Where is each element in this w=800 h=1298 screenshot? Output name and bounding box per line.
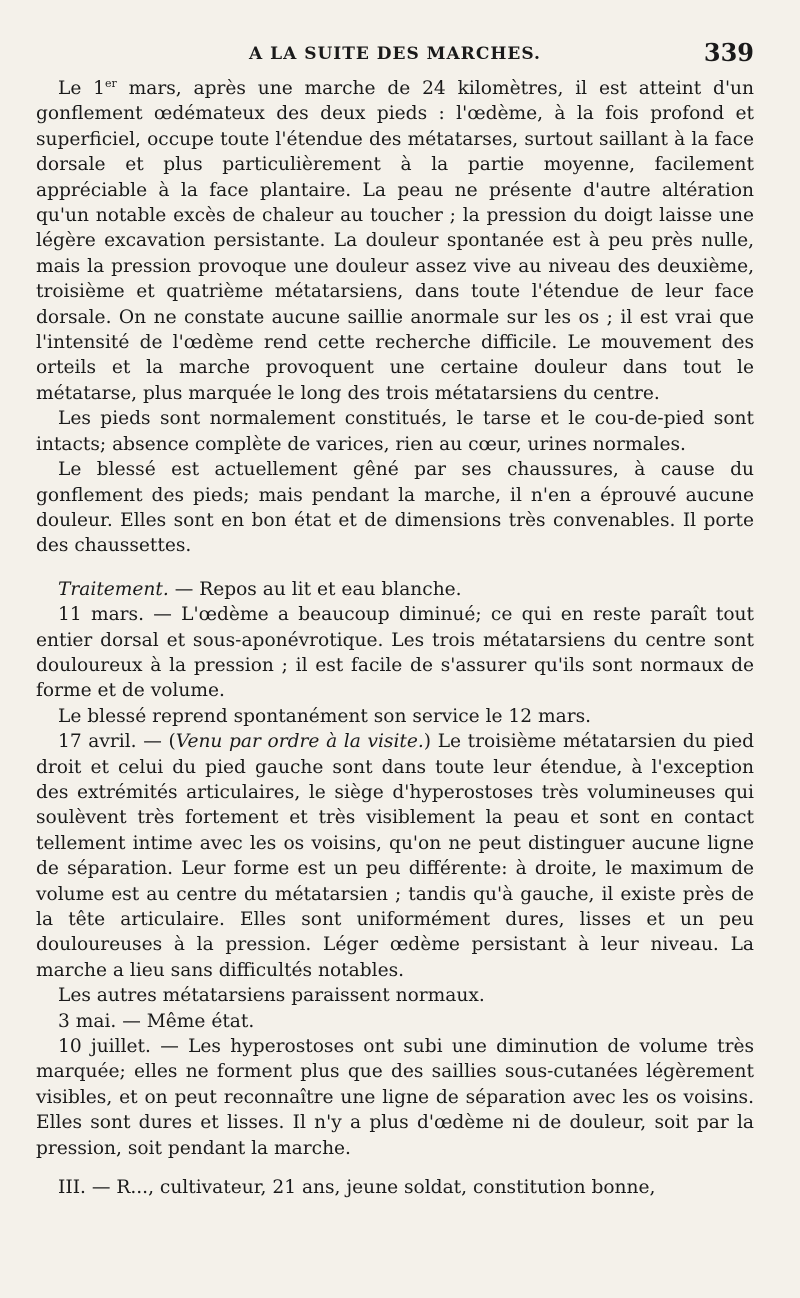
paragraph-p8	[36, 983, 754, 1008]
body-text	[36, 76, 754, 1200]
text-run: 11 mars. — L'œdème a beaucoup diminué; ce qui en reste paraît tout entier dorsal et sous-aponévrotique. Les trois métatarsiens du centre sont douloureux à la pression ; il est facile de s'assurer qu'ils sont normaux de forme et de volume.	[36, 604, 754, 702]
paragraph-p4	[36, 577, 754, 602]
text-run: Le blessé reprend spontanément son service le 12 mars.	[58, 705, 592, 727]
text-run: ) Le troisième métatarsien du pied droit et celui du pied gauche sont dans toute leur étendue, à l'exception des extrémités articulaires, le siège d'hyperostoses très volumineuses qui soulèvent très fortement et très visiblement la peau et sont en contact tellement intime avec les os voisins, qu'on ne peut distinguer aucune ligne de séparation. Leur forme est un peu différente: à droite, le maximum de volume est au centre du métatarsien ; tandis qu'à gauche, il existe près de la tête articulaire. Elles sont uniformément dures, lisses et un peu douloureuses à la pression. Léger œdème persistant à leur niveau. La marche a lieu sans difficultés notables.	[36, 731, 754, 981]
text-run: Les pieds sont normalement constitués, le tarse et le cou-de-pied sont intacts; absence complète de varices, rien au cœur, urines normales.	[36, 408, 754, 455]
paragraph-p5	[36, 602, 754, 704]
text-run: Le 1	[58, 78, 106, 99]
paragraph-p11	[36, 1175, 754, 1200]
text-run: Le blessé est actuellement gêné par ses chaussures, à cause du gonflement des pieds; mais pendant la marche, il n'en a éprouvé aucune douleur. Elles sont en bon état et de dimensions très convenables. Il porte des chaussettes.	[36, 459, 754, 557]
superscript-text: er	[105, 76, 117, 90]
paragraph-p9	[36, 1009, 754, 1034]
text-run: mars, après une marche de 24 kilomètres, il est atteint d'un gonflement œdémateux des deux pieds : l'œdème, à la fois profond et superficiel, occupe toute l'étendue des métatarses, surtout saillant à la face dorsale et plus particulièrement à la partie moyenne, facilement appréciable à la face plantaire. La peau ne présente d'autre altération qu'un notable excès de chaleur au toucher ; la pression du doigt laisse une légère excavation persistante. La douleur spontanée est à peu près nulle, mais la pression provoque une douleur assez vive au niveau des deuxième, troisième et quatrième métatarsiens, dans toute l'étendue de leur face dorsale. On ne constate aucune saillie anormale sur les os ; il est vrai que l'intensité de l'œdème rend cette recherche difficile. Le mouvement des orteils et la marche provoquent une certaine douleur dans tout le métatarse, plus marquée le long des trois métatarsiens du centre.	[36, 78, 755, 404]
text-run: III. — R..., cultivateur, 21 ans, jeune soldat, constitution bonne,	[58, 1177, 656, 1199]
page-header	[36, 36, 754, 76]
paragraph-p2	[36, 406, 754, 457]
text-run: Les autres métatarsiens paraissent normaux.	[58, 985, 485, 1007]
paragraph-p1	[36, 76, 754, 406]
paragraph-p3	[36, 457, 754, 559]
text-run: 10 juillet. — Les hyperostoses ont subi une diminution de volume très marquée; elles ne forment plus que des saillies sous-cutanées légèrement visibles, et on peut reconnaître une ligne de séparation avec les os voisins. Elles sont dures et lisses. Il n'y a plus d'œdème ni de douleur, soit par la pression, soit pendant la marche.	[36, 1036, 754, 1159]
text-run: 17 avril. — (	[58, 731, 176, 753]
running-title: A LA SUITE DES MARCHES.	[249, 44, 541, 64]
italic-text: Traitement.	[58, 578, 169, 600]
italic-text: Venu par ordre à la visite.	[175, 731, 424, 753]
text-run: 3 mai. — Même état.	[58, 1010, 255, 1032]
paragraph-p10	[36, 1034, 754, 1161]
paragraph-p7	[36, 729, 754, 983]
paragraph-p6	[36, 704, 754, 729]
page-number: 339	[703, 38, 754, 67]
text-run: — Repos au lit et eau blanche.	[168, 578, 462, 600]
